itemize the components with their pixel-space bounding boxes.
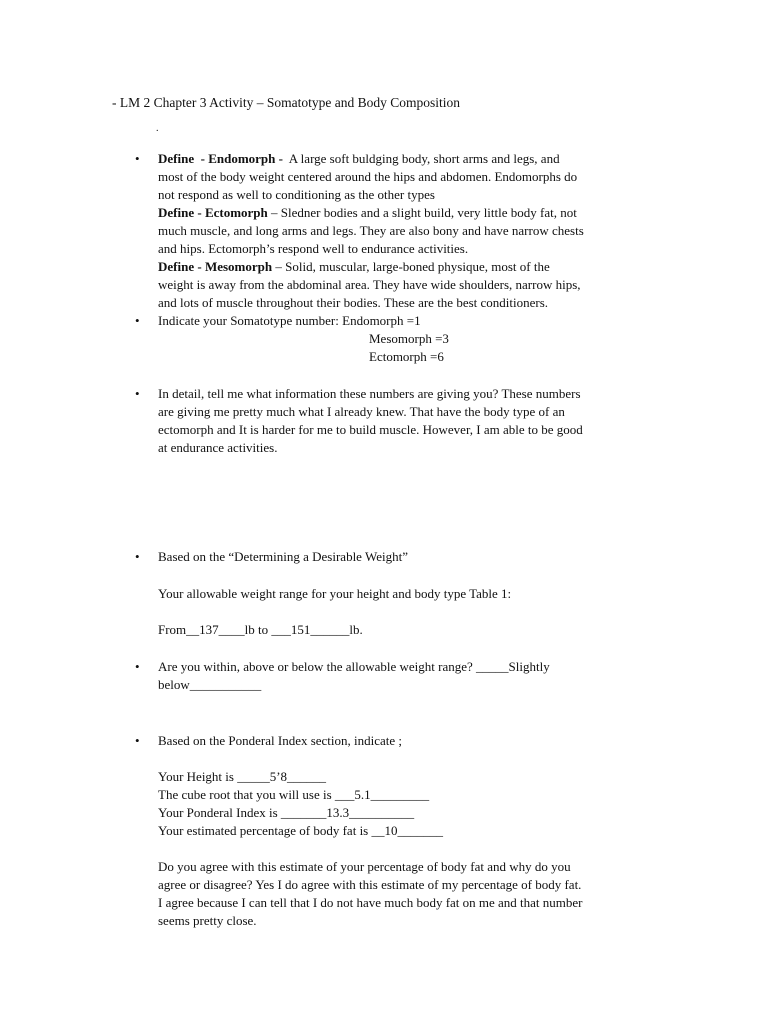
mesomorph-line-1 (158, 258, 658, 276)
bullet-icon (135, 548, 140, 566)
ponderal-index-answer: Your Ponderal Index is _______13.3__________ (158, 805, 415, 820)
height-answer: Your Height is _____5’8______ (158, 769, 327, 784)
bullet-icon (135, 658, 140, 676)
detail-line: are giving me pretty much what I already knew. That have the body type of an (158, 404, 565, 419)
endomorph-term: - Endomorph - (200, 151, 283, 166)
within-line: Are you within, above or below the allowable weight range? _____Slightly (158, 659, 550, 674)
define-label: Define (158, 151, 195, 166)
ectomorph-number: Ectomorph =6 (369, 349, 444, 364)
ponderal-answers (158, 768, 658, 840)
somatotype-prompt (158, 312, 421, 330)
define-label: Define (158, 205, 195, 220)
body-fat-answer: Your estimated percentage of body fat is __10_______ (158, 823, 443, 838)
mesomorph-term: - Mesomorph (197, 259, 273, 274)
page-title: - LM 2 Chapter 3 Activity – Somatotype and Body Composition (112, 95, 460, 110)
endomorph-text: A large soft buldging body, short arms and legs, and (288, 151, 560, 166)
weight-range-prompt: Your allowable weight range for your height and body type Table 1: (158, 586, 512, 601)
define-label: Define (158, 259, 195, 274)
ectomorph-line-3: and hips. Ectomorph’s respond well to endurance activities. (158, 241, 469, 256)
ectomorph-term: - Ectomorph (197, 205, 268, 220)
bullet-icon (135, 150, 140, 168)
somatotype-prompt-text: Indicate your Somatotype number: (158, 313, 339, 328)
weight-heading: Based on the “Determining a Desirable Weight” (158, 549, 408, 564)
detail-line: at endurance activities. (158, 440, 278, 455)
ectomorph-line-1 (158, 204, 658, 222)
within-line: below___________ (158, 677, 262, 692)
detail-answer (158, 385, 658, 457)
agree-line: I agree because I can tell that I do not have much body fat on me and that number (158, 895, 583, 910)
agree-line: seems pretty close. (158, 913, 257, 928)
detail-line: ectomorph and It is harder for me to build muscle. However, I am able to be good (158, 422, 583, 437)
cube-root-answer: The cube root that you will use is ___5.1_________ (158, 787, 430, 802)
ponderal-heading: Based on the Ponderal Index section, indicate ; (158, 733, 403, 748)
ectomorph-line-2: much muscle, and long arms and legs. They are also bony and have narrow chests (158, 223, 584, 238)
endomorph-number: Endomorph =1 (342, 313, 421, 328)
agree-line: Do you agree with this estimate of your percentage of body fat and why do you (158, 859, 571, 874)
endomorph-line-3: not respond as well to conditioning as the other types (158, 187, 435, 202)
endomorph-line-2: most of the body weight centered around the hips and abdomen. Endomorphs do (158, 169, 578, 184)
endomorph-line-1 (158, 150, 658, 168)
mesomorph-text: – Solid, muscular, large-boned physique, most of the (275, 259, 550, 274)
stray-dot: . (156, 123, 159, 134)
mesomorph-line-2: weight is away from the abdominal area. They have wide shoulders, narrow hips, (158, 277, 581, 292)
bullet-icon (135, 385, 140, 403)
bullet-icon (135, 732, 140, 750)
weight-range-answer: From__137____lb to ___151______lb. (158, 622, 363, 637)
mesomorph-number: Mesomorph =3 (369, 331, 449, 346)
agree-line: agree or disagree? Yes I do agree with this estimate of my percentage of body fat. (158, 877, 582, 892)
definitions-block (158, 150, 658, 312)
bullet-icon (135, 312, 140, 330)
ectomorph-text: – Sledner bodies and a slight build, very little body fat, not (271, 205, 577, 220)
agree-answer (158, 858, 658, 930)
within-range-answer (158, 658, 658, 694)
detail-line: In detail, tell me what information these numbers are giving you? These numbers (158, 386, 581, 401)
mesomorph-line-3: and lots of muscle throughout their bodies. These are the best conditioners. (158, 295, 549, 310)
